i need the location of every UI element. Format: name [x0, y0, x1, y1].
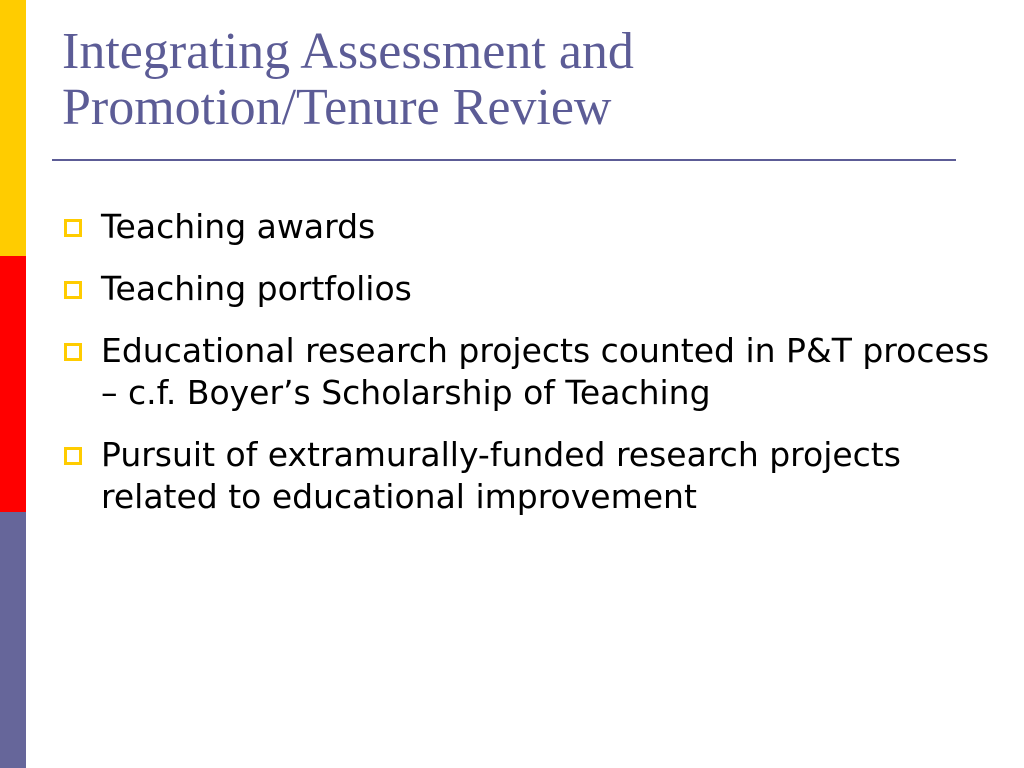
- hollow-square-bullet-icon: [64, 343, 82, 361]
- bullet-list: [64, 206, 1004, 538]
- side-bar-yellow-segment: [0, 0, 26, 256]
- bullet-text: Pursuit of extramurally-funded research projects related to educational improvement: [101, 435, 901, 516]
- side-bar-red-segment: [0, 256, 26, 512]
- slide-title: Integrating Assessment and Promotion/Tenure Review: [62, 23, 634, 136]
- bullet-text: Teaching portfolios: [101, 269, 412, 308]
- hollow-square-bullet-icon: [64, 219, 82, 237]
- bullet-text: Teaching awards: [101, 207, 376, 246]
- bullet-item: [64, 434, 1004, 518]
- hollow-square-bullet-icon: [64, 281, 82, 299]
- side-bar-purple-segment: [0, 512, 26, 768]
- hollow-square-bullet-icon: [64, 447, 82, 465]
- decorative-side-bar: [0, 0, 26, 768]
- bullet-item: [64, 206, 1004, 248]
- bullet-item: [64, 330, 1004, 414]
- bullet-item: [64, 268, 1004, 310]
- bullet-text: Educational research projects counted in P&T process – c.f. Boyer’s Scholarship of Teaching: [101, 331, 990, 412]
- title-underline: [52, 159, 956, 161]
